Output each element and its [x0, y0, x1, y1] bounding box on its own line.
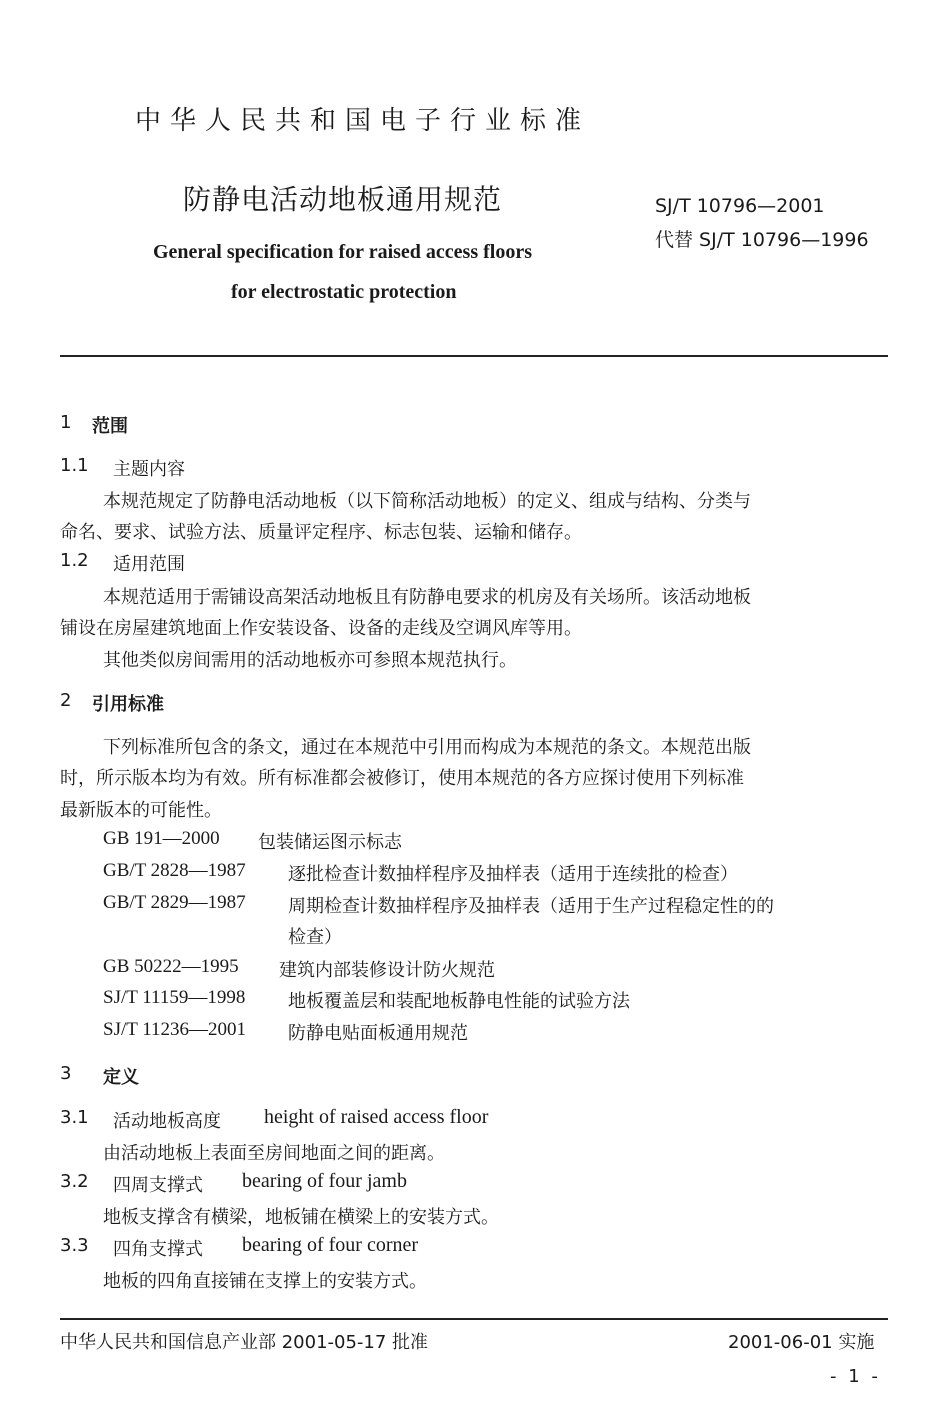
- page-number: - 1 -: [830, 1366, 881, 1387]
- section-2-paragraph-line2: 时，所示版本均为有效。所有标准都会被修订，使用本规范的各方应探讨使用下列标准: [60, 768, 744, 789]
- approval-line: 中华人民共和国信息产业部 2001-05-17 批准: [60, 1332, 429, 1353]
- english-title-line2: for electrostatic protection: [231, 281, 457, 303]
- section-1-title: 范围: [92, 416, 128, 437]
- section-2-title: 引用标准: [92, 694, 164, 715]
- definition-term-en: bearing of four corner: [242, 1234, 419, 1256]
- definition-term-cn: 四周支撑式: [113, 1175, 203, 1196]
- reference-code: GB/T 2829—1987: [103, 892, 246, 913]
- reference-title: 防静电贴面板通用规范: [288, 1023, 468, 1044]
- section-1-2-title: 适用范围: [113, 554, 185, 575]
- section-1-1-number: 1.1: [60, 455, 89, 476]
- definition-term-en: bearing of four jamb: [242, 1170, 407, 1192]
- section-1-2-paragraph-line3: 其他类似房间需用的活动地板亦可参照本规范执行。: [103, 650, 517, 671]
- reference-code: SJ/T 11159—1998: [103, 987, 246, 1008]
- reference-title-continued: 检查）: [288, 927, 342, 948]
- reference-code: GB 50222—1995: [103, 956, 239, 977]
- implementation-date: 2001-06-01 实施: [728, 1332, 875, 1353]
- definition-term-cn: 四角支撑式: [113, 1239, 203, 1260]
- reference-code: GB/T 2828—1987: [103, 860, 246, 881]
- english-title-line1: General specification for raised access floors: [153, 241, 532, 263]
- reference-title: 逐批检查计数抽样程序及抽样表（适用于连续批的检查）: [288, 864, 738, 885]
- section-3-title: 定义: [103, 1067, 139, 1088]
- document-title: 防静电活动地板通用规范: [183, 183, 503, 216]
- section-1-1-title: 主题内容: [113, 459, 185, 480]
- section-1-1-paragraph-line2: 命名、要求、试验方法、质量评定程序、标志包装、运输和储存。: [60, 522, 582, 543]
- definition-term-en: height of raised access floor: [264, 1106, 489, 1128]
- reference-title: 包装储运图示标志: [258, 832, 402, 853]
- definition-description: 由活动地板上表面至房间地面之间的距离。: [103, 1143, 445, 1164]
- replaces-code: 代替 SJ/T 10796—1996: [655, 229, 869, 251]
- reference-title: 地板覆盖层和装配地板静电性能的试验方法: [288, 991, 630, 1012]
- section-1-1-paragraph-line1: 本规范规定了防静电活动地板（以下简称活动地板）的定义、组成与结构、分类与: [103, 491, 751, 512]
- section-1-2-number: 1.2: [60, 550, 89, 571]
- reference-title: 建筑内部装修设计防火规范: [279, 960, 495, 981]
- section-1-2-paragraph-line2: 铺设在房屋建筑地面上作安装设备、设备的走线及空调风库等用。: [60, 618, 582, 639]
- definition-description: 地板的四角直接铺在支撑上的安装方式。: [103, 1271, 427, 1292]
- section-1-2-paragraph-line1: 本规范适用于需铺设高架活动地板且有防静电要求的机房及有关场所。该活动地板: [103, 587, 751, 608]
- standard-code: SJ/T 10796—2001: [655, 195, 825, 217]
- section-3-number: 3: [60, 1063, 72, 1084]
- definition-number: 3.2: [60, 1171, 89, 1192]
- org-title: 中华人民共和国电子行业标准: [135, 106, 591, 136]
- section-2-paragraph-line3: 最新版本的可能性。: [60, 800, 222, 821]
- section-2-number: 2: [60, 690, 72, 711]
- reference-title: 周期检查计数抽样程序及抽样表（适用于生产过程稳定性的的: [288, 896, 774, 917]
- reference-code: GB 191—2000: [103, 828, 220, 849]
- section-2-paragraph-line1: 下列标准所包含的条文，通过在本规范中引用而构成为本规范的条文。本规范出版: [103, 737, 751, 758]
- definition-number: 3.1: [60, 1107, 89, 1128]
- section-1-number: 1: [60, 412, 72, 433]
- definition-number: 3.3: [60, 1235, 89, 1256]
- definition-term-cn: 活动地板高度: [113, 1111, 221, 1132]
- header-divider: [60, 355, 888, 357]
- definition-description: 地板支撑含有横梁，地板铺在横梁上的安装方式。: [103, 1207, 499, 1228]
- reference-code: SJ/T 11236—2001: [103, 1019, 247, 1040]
- footer-divider: [60, 1318, 888, 1320]
